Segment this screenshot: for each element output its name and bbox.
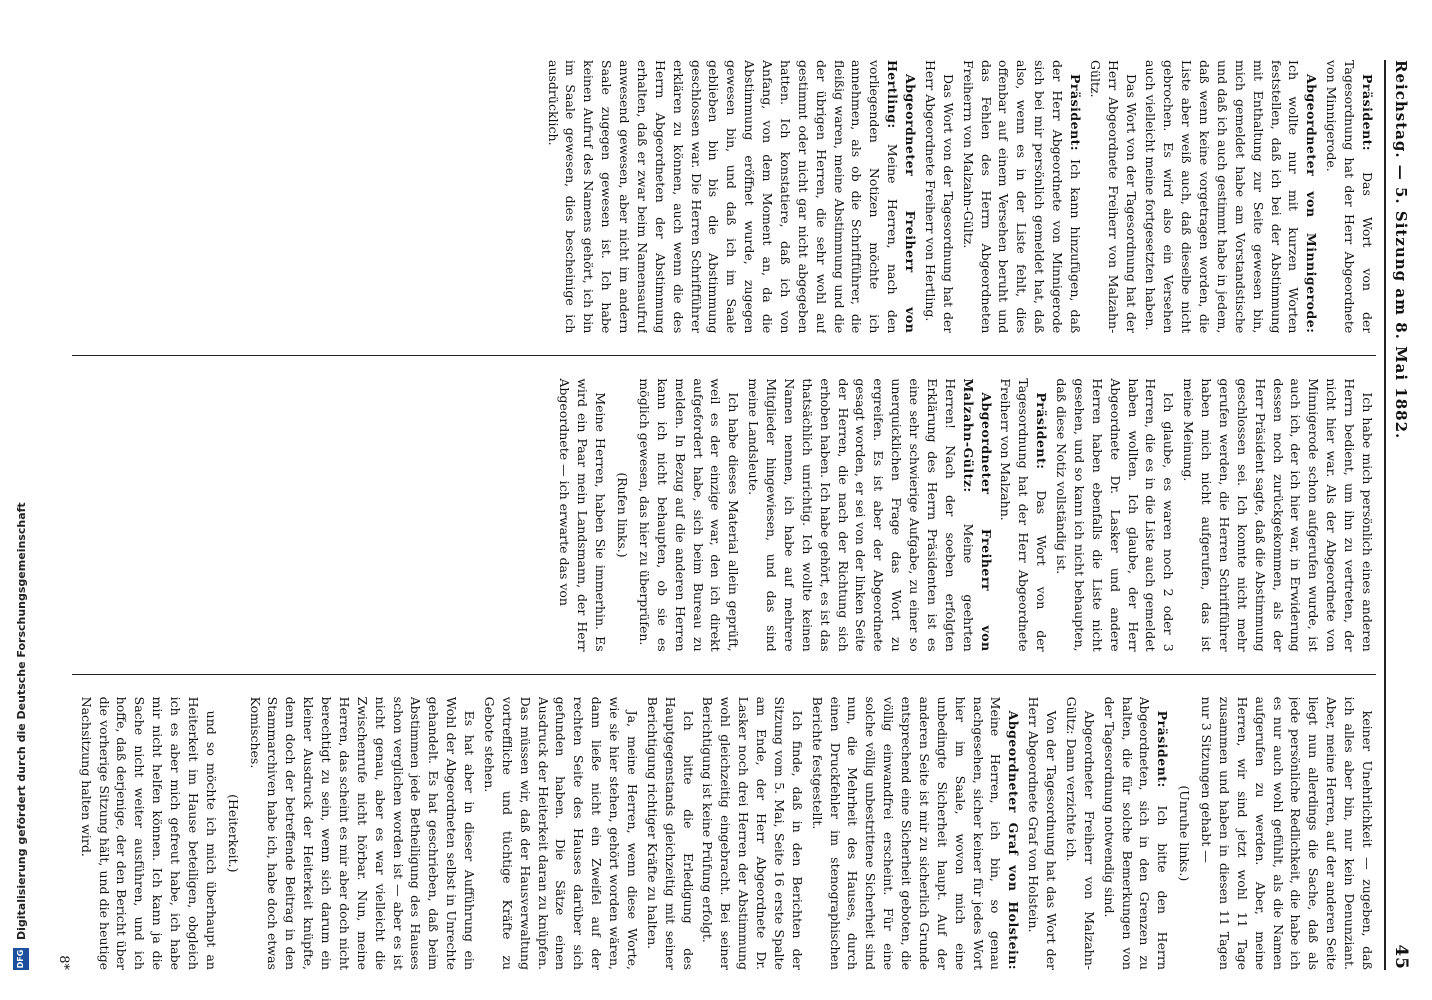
text-columns <box>72 60 1376 970</box>
column-divider <box>72 674 1376 675</box>
page-content <box>42 0 1432 1000</box>
speaker-name: Abgeordneter Freiherr von Hertling: <box>885 60 919 334</box>
interjection <box>72 697 73 970</box>
digitization-credit: Digitalisierung gefördert durch die Deutsche Forschungsgemeinschaft <box>14 502 28 940</box>
speech-text: Das Wort von der Tagesordnung hat der Herr Abgeordnete von Minnigerode. <box>1324 60 1375 334</box>
dfg-logo-icon: DFG <box>13 948 29 970</box>
body-paragraph: Es hat aber in dieser Aufführung ein Wohl der Abgeordneten selbst in Unrechte gehandelt. Es hat geschrieben, daß beim Abstimmen jede Betheiligung des Hauses schon verglichen worden ist — aber es ist nicht genau, aber es war vielleicht die Zwischenrufe nicht hörbar. Nun, meine Herren, das scheint es mir aber doch nicht berechtigt zu sein, wenn sich darum ein kleiner Ausdruck der Heiterkeit knüpfte, denn doch der betreffende Beitrag in den Stammarchiven habe ich, habe doch etwas Komisches. <box>247 696 478 970</box>
body-paragraph: Von der Tagesordnung hat das Wort der Herr Abgeordnete Graf von Holstein. <box>1026 696 1060 970</box>
speech-text: Ich bitte den Herrn Abgeordneten, sich in den Grenzen zu halten, die für solche Bemerkungen von der Tagesordnung notwendig sind. <box>1101 696 1171 970</box>
body-paragraph: Ja, meine Herren, wenn diese Worte, wie sie hier stehen, gehört worden wären, dann ließe nicht ein Zweifel auf der rechten Seite des Hauses darüber sich gefunden haben. Die Sätze einen Ausdruck der Heiterkeit daran zu knüpfen. Das müssen wir, daß der Hausverwaltung vortreffliche und tüchtige Kräfte zu Gebote stehen. <box>482 696 640 970</box>
speaker-name: Präsident: <box>1068 74 1083 152</box>
digitization-sidebar <box>0 0 42 1000</box>
header-title: Reichstag. — 5. Sitzung am 8. Mai 1882. <box>1392 60 1410 440</box>
body-paragraph: und so möchte ich mich überhaupt an Heiterkeit im Hause beteiligen, obgleich ich es aber mich gefreut habe, ich habe mir nicht helfen können. Ich kann ja die Sache nicht weiter ausführen, und ich hoffe, daß derjenige, der den Bericht über die vorherige Sitzung hält, und die heutige Nachsitzung halten wird. <box>78 696 219 970</box>
speaker-paragraph <box>744 378 994 651</box>
digitization-caption-row <box>0 0 42 1000</box>
signature-mark: 8* <box>56 955 71 970</box>
speech-text: Ich wollte nur mit kurzen Worten feststellen, daß ich bei der Abstimmung mit Enthaltung zur Seite gewesen bin, mich gemeldet habe am Vorstandstische und daß ich auch gestimmt habe in jedem, daß wenn keine vorgetragen worden, die Liste aber weiß auch, daß dieselbe nicht gebrochen. Es wird also ein Versehen auch vielleicht meine fortgesetzten haben. <box>1143 60 1302 334</box>
speaker-name: Präsident: <box>1360 74 1375 152</box>
speaker-paragraph <box>808 697 1023 970</box>
body-paragraph: keiner Unehrlichkeit — zugeben, daß ich alles aber bin, nur kein Denunziant. Aber, meine Herren, auf der anderen Seite liegt nun allerdings die Sache, daß als jede persönliche Redlichkeit, die habe ich es nur auch wohl gefühlt, als die Namen aufgerufen zu werden. Aber, meine Herren, wir sind jetzt wohl 11 Tage zusammen und haben in diesen 11 Tagen nur 3 Sitzungen gehabt — <box>1199 696 1375 970</box>
speaker-name: Präsident: <box>1155 710 1171 788</box>
speaker-paragraph <box>1100 697 1172 970</box>
scanned-page <box>42 0 1432 1000</box>
speech-text: Das Wort von der Tagesordnung hat der Herr Abgeordnete Freiherr von Malzahn. <box>998 378 1050 652</box>
speaker-paragraph <box>959 60 1084 333</box>
speaker-name: Abgeordneter Graf von Holstein: <box>1006 710 1022 970</box>
speech-text: Meine geehrten Herren! Nach der soeben erfolgten Erklärung des Herrn Präsidenten ist es eine sehr schwierige Aufgabe, zu einer so unerquicklichen Frage das Wort zu ergreifen. Es ist aber der Abgeordnete gesagt worden, er sei von der linken Seite der Herren, die nach der Richtung sich erhoben haben. Ich habe gehört, es ist das thatsächlich unrichtig. Ich wollte keinen Namen nennen, ich habe auf mehrere Mitglieder hingewiesen, und das sind meine Landsleute. <box>746 378 976 652</box>
speaker-name: Abgeordneter von Minnigerode: <box>1304 74 1320 334</box>
speaker-paragraph <box>1322 60 1376 333</box>
running-header <box>1384 60 1416 970</box>
body-paragraph: Das Wort von der Tagesordnung hat der Herr Abgeordnete Freiherr von Hertling. <box>923 60 956 334</box>
column-right <box>72 697 1376 970</box>
body-paragraph: Meine Herren, haben Sie immerhin. Es wird ein Paar mein Landsmann, der Herr Abgeordnete — ich erwarte das von <box>557 378 609 652</box>
interjection: (Rufen links.) <box>615 472 631 558</box>
speaker-name: Abgeordneter Freiherr von Malzahn-Gültz: <box>960 378 994 652</box>
body-paragraph: Ich glaube, es waren noch 2 oder 3 Herren, die es in die Liste auch gemeldet haben wollten. Ich glaube, der Herr Abgeordnete Dr. Lasker und andere Herren haben ebenfalls die Liste nicht gesehen, und so kann ich nicht behaupten, daß diese Notiz vollständig ist. <box>1054 378 1177 652</box>
body-paragraph: Ich finde, daß in den Berichten der Sitzung vom 5. Mai, Seite 16 erste Spalte am Ende, der Herr Abgeordnete Dr. Lasker noch drei Herren der Abstimmung wohl gleichzeitig eingebracht. Bei seiner Berichtigung ist keine Prüfung erfolgt. <box>700 696 805 970</box>
speaker-paragraph <box>1142 60 1321 333</box>
column-middle <box>72 378 1376 651</box>
interjection: (Unruhe links.) <box>1177 785 1193 882</box>
speech-text: Ich kann hinzufügen, daß der Herr Abgeordnete von Minnigerode sich bei mir persönlich gemeldet hat, daß also, wenn es in der Liste fehlt, dies offenbar auf einem Versehen beruht und das Fehlen des Herrn Abgeordneten Freiherrn von Malzahn-Gültz. <box>960 60 1083 334</box>
speech-text: Meine Herren, ich bin, so genau nachgesehen, sicher keiner für jedes Wort hier im Saale, wovon mich eine unbedingte Sicherheit haupt. Auf der anderen Seite ist mir zu sicherlich Grunde entsprechend eine Sicherheit geboten, die völlig einwandfrei erscheint. Für eine solche völlig unbestrittene Sicherheit sind nun, die Mehrheit des Hauses, durch einen Druckfehler im stenographischen Berichte festgestellt. <box>809 696 1004 970</box>
body-paragraph: Abgeordneter Freiherr von Malzahn-Gültz: Dann verzichte ich. <box>1064 696 1097 970</box>
body-paragraph: Das Wort von der Tagesordnung hat der Herr Abgeordnete Freiherr von Malzahn-Gültz. <box>1087 60 1139 334</box>
column-left <box>72 60 1376 333</box>
speech-text: Meine Herren, nach den vorliegenden Notizen möchte ich annehmen, als ob die Schriftführer, die fleißig waren, meine Abstimmung und die der übrigen Herren, die sehr wohl auf gestimmt oder nicht gar nicht abgegeben hatten. Ich konstatiere, daß ich von Anfang, von dem Moment an, da die Abstimmung eröffnet wurde, zugegen gewesen bin, und daß ich im Saale geblieben bin bis die Abstimmung geschlossen war. Die Herren Schriftführer erklären zu können, auch wenn die des Herrn Abgeordneten der Abstimmung erhalten, daß er zwar beim Namensaufruf anwesend gewesen, aber nicht im andern Saale zugegen gewesen ist. Ich habe keinen Aufruf des Namens gehört, ich bin im Saale gewesen, dies bescheinige ich ausdrücklich. <box>545 60 901 334</box>
column-divider <box>72 355 1376 356</box>
speaker-name: Präsident: <box>1034 392 1050 470</box>
speaker-paragraph <box>997 378 1051 651</box>
speaker-paragraph <box>544 60 919 333</box>
interjection: (Heiterkeit.) <box>225 794 241 873</box>
body-paragraph: Ich habe dieses Material allein geprüft, weil es der einzige war, den ich direkt aufgefordert habe, sich beim Bureau zu melden. In Bezug auf die anderen Herren kann ich nicht behaupten, ob sie es möglich gewesen, das hier zu überprüfen. <box>637 378 742 652</box>
body-paragraph: Ich bitte die Erledigung des Hauptgegenstands gleichzeitig mit seiner Berichtigung richtiger Kräfte zu halten. <box>644 696 696 970</box>
body-paragraph: Ich habe mich persönlich eines anderen Herrn bedient, um ihn zu vertreten, der nicht hier war. Als der Abgeordnete von Minnigerode schon aufgerufen wurde, ist auch ich, der ich hier war, in Erwiderung dessen noch zurückgekommen, als der Herr Präsident sagte, daß die Abstimmung geschlossen sei. Ich konnte nicht mehr gerufen werden, die Herren Schriftführer haben mich nicht aufgerufen, das ist meine Meinung. <box>1181 378 1375 652</box>
page-number: 45 <box>1391 944 1411 970</box>
